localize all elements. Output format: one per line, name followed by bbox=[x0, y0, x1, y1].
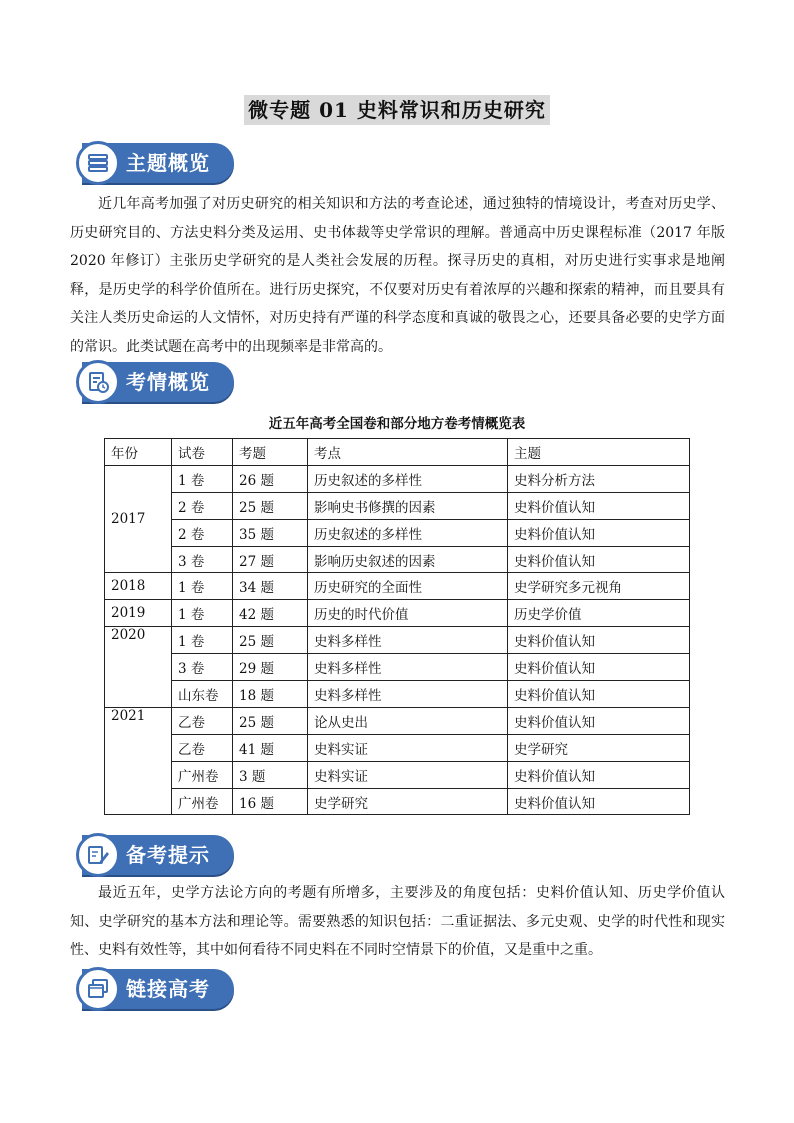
section-banner-overview bbox=[76, 143, 236, 183]
page-title-text: 微专题 01 史料常识和历史研究 bbox=[244, 95, 550, 125]
header-paper: 试卷 bbox=[172, 439, 233, 466]
cell-topic: 史料分析方法 bbox=[508, 465, 690, 492]
window-stack-icon bbox=[86, 977, 110, 1001]
table-row bbox=[105, 627, 690, 654]
cell-paper: 2 卷 bbox=[172, 519, 233, 546]
section-title-links: 链接高考 bbox=[126, 977, 210, 1001]
cell-paper: 广州卷 bbox=[172, 788, 233, 815]
cell-question: 25 题 bbox=[233, 707, 308, 734]
table-row bbox=[105, 681, 690, 708]
cell-paper: 1 卷 bbox=[172, 627, 233, 654]
table-row bbox=[105, 492, 690, 519]
table-row bbox=[105, 734, 690, 761]
cell-question: 27 题 bbox=[233, 546, 308, 573]
cell-topic: 史料价值认知 bbox=[508, 627, 690, 654]
table-row bbox=[105, 788, 690, 815]
overview-paragraph: 近几年高考加强了对历史研究的相关知识和方法的考查论述，通过独特的情境设计，考查对历史学、历史研究目的、方法史料分类及运用、史书体裁等史学常识的理解。普通高中历史课程标准（2017 年版 2020 年修订）主张历史学研究的是人类社会发展的历程。探寻历史的真相，对历史进行实事求是地阐释，是历史学的科学价值所在。进行历史探究，不仅要对历史有着浓厚的兴趣和探索的精神，而且要具有关注人类历史命运的人文情怀，对历史持有严谨的科学态度和真诚的敬畏之心，还要具备必要的史学方面的常识。此类试题在高考中的出现频率是非常高的。 bbox=[70, 196, 725, 355]
cell-topic: 史料价值认知 bbox=[508, 707, 690, 734]
cell-question: 29 题 bbox=[233, 654, 308, 681]
cell-question: 34 题 bbox=[233, 573, 308, 600]
table-row bbox=[105, 546, 690, 573]
table-row bbox=[105, 707, 690, 734]
cell-question: 25 题 bbox=[233, 492, 308, 519]
cell-topic: 史料价值认知 bbox=[508, 492, 690, 519]
cell-question: 41 题 bbox=[233, 734, 308, 761]
cell-question: 26 题 bbox=[233, 465, 308, 492]
cell-question: 16 题 bbox=[233, 788, 308, 815]
table-row bbox=[105, 519, 690, 546]
table-row bbox=[105, 573, 690, 600]
cell-year: 2021 bbox=[105, 707, 172, 815]
cell-paper: 1 卷 bbox=[172, 573, 233, 600]
preparation-paragraph: 最近五年，史学方法论方向的考题有所增多，主要涉及的角度包括：史料价值认知、历史学价值认知、史学研究的基本方法和理论等。需要熟悉的知识包括：二重证据法、多元史观、史学的时代性和现实性、史料有效性等，其中如何看待不同史料在不同时空情景下的价值，又是重中之重。 bbox=[70, 885, 725, 958]
cell-point: 史学研究 bbox=[308, 788, 508, 815]
cell-point: 史料多样性 bbox=[308, 681, 508, 708]
cell-point: 论从史出 bbox=[308, 707, 508, 734]
section-banner-exam-situation bbox=[76, 362, 236, 402]
cell-point: 影响史书修撰的因素 bbox=[308, 492, 508, 519]
cell-paper: 3 卷 bbox=[172, 654, 233, 681]
cell-paper: 2 卷 bbox=[172, 492, 233, 519]
cell-paper: 乙卷 bbox=[172, 707, 233, 734]
stacked-books-icon bbox=[86, 151, 110, 175]
table-row bbox=[105, 465, 690, 492]
cell-point: 历史叙述的多样性 bbox=[308, 519, 508, 546]
pencil-note-icon bbox=[86, 843, 110, 867]
cell-topic: 史料价值认知 bbox=[508, 519, 690, 546]
cell-question: 42 题 bbox=[233, 600, 308, 627]
cell-year: 2018 bbox=[105, 573, 172, 600]
cell-paper: 山东卷 bbox=[172, 681, 233, 708]
cell-paper: 乙卷 bbox=[172, 734, 233, 761]
cell-point: 史料实证 bbox=[308, 734, 508, 761]
cell-topic: 史学研究 bbox=[508, 734, 690, 761]
cell-paper: 1 卷 bbox=[172, 465, 233, 492]
cell-year: 2020 bbox=[105, 627, 172, 708]
cell-point: 史料多样性 bbox=[308, 654, 508, 681]
section-title-overview: 主题概览 bbox=[126, 151, 210, 175]
section-banner-links bbox=[76, 969, 236, 1009]
cell-paper: 1 卷 bbox=[172, 600, 233, 627]
table-row bbox=[105, 761, 690, 788]
cell-point: 历史研究的全面性 bbox=[308, 573, 508, 600]
cell-point: 史料多样性 bbox=[308, 627, 508, 654]
document-clock-icon bbox=[86, 370, 110, 394]
exam-table bbox=[104, 438, 690, 815]
cell-question: 3 题 bbox=[233, 761, 308, 788]
cell-topic: 史料价值认知 bbox=[508, 681, 690, 708]
cell-year: 2019 bbox=[105, 600, 172, 627]
cell-paper: 广州卷 bbox=[172, 761, 233, 788]
table-header-row bbox=[105, 439, 690, 466]
cell-question: 18 题 bbox=[233, 681, 308, 708]
section-banner-preparation bbox=[76, 835, 236, 875]
table-caption: 近五年高考全国卷和部分地方卷考情概览表 bbox=[268, 416, 526, 432]
section-title-exam-situation: 考情概览 bbox=[126, 370, 210, 394]
cell-topic: 史料价值认知 bbox=[508, 654, 690, 681]
page-title bbox=[0, 95, 794, 125]
cell-year: 2017 bbox=[105, 465, 172, 573]
cell-topic: 历史学价值 bbox=[508, 600, 690, 627]
table-row bbox=[105, 654, 690, 681]
header-year: 年份 bbox=[105, 439, 172, 466]
cell-question: 35 题 bbox=[233, 519, 308, 546]
cell-question: 25 题 bbox=[233, 627, 308, 654]
cell-point: 史料实证 bbox=[308, 761, 508, 788]
cell-topic: 史料价值认知 bbox=[508, 788, 690, 815]
cell-paper: 3 卷 bbox=[172, 546, 233, 573]
header-topic: 主题 bbox=[508, 439, 690, 466]
cell-topic: 史学研究多元视角 bbox=[508, 573, 690, 600]
cell-point: 影响历史叙述的因素 bbox=[308, 546, 508, 573]
table-row bbox=[105, 600, 690, 627]
cell-topic: 史料价值认知 bbox=[508, 761, 690, 788]
cell-topic: 史料价值认知 bbox=[508, 546, 690, 573]
section-title-preparation: 备考提示 bbox=[126, 843, 210, 867]
header-point: 考点 bbox=[308, 439, 508, 466]
cell-point: 历史的时代价值 bbox=[308, 600, 508, 627]
cell-point: 历史叙述的多样性 bbox=[308, 465, 508, 492]
header-question: 考题 bbox=[233, 439, 308, 466]
